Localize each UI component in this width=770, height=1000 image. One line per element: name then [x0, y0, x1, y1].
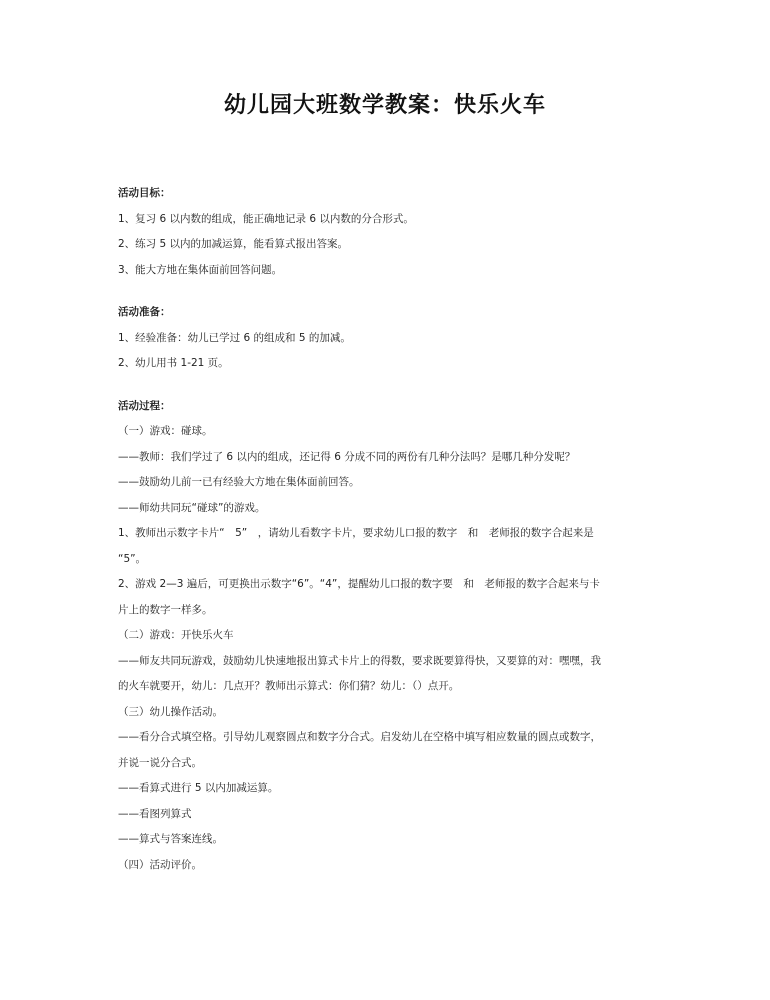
section-heading-prep: 活动准备： [118, 306, 171, 318]
process-line: （四）活动评价。 [118, 858, 202, 871]
prep-line: 1、经验准备：幼儿已学过 6 的组成和 5 的加减。 [118, 331, 351, 344]
process-line: ——教师：我们学过了 6 以内的组成，还记得 6 分成不同的两份有几种分法吗？是哪几种分发呢？ [118, 450, 576, 463]
process-line: ——看图列算式 [118, 807, 192, 820]
process-line: ——师幼共同玩“碰球”的游戏。 [118, 501, 266, 514]
prep-line: 2、幼儿用书 1-21 页。 [118, 357, 229, 369]
section-heading-goals: 活动目标： [118, 187, 171, 199]
process-line: 片上的数字一样多。 [118, 603, 213, 616]
process-line: “5”。 [118, 552, 147, 565]
process-line: 并说一说分合式。 [118, 756, 202, 769]
document-title: 幼儿园大班数学教案：快乐火车 [223, 93, 546, 118]
goal-line: 2、练习 5 以内的加减运算，能看算式报出答案。 [118, 238, 349, 250]
section-gap [118, 377, 658, 394]
process-line: ——师友共同玩游戏，鼓励幼儿快速地报出算式卡片上的得数，要求既要算得快，又要算的对：嘿嘿，我 [118, 654, 601, 667]
section-gap [118, 283, 658, 300]
process-line: （二）游戏：开快乐火车 [118, 629, 234, 641]
process-line: （三）幼儿操作活动。 [118, 705, 223, 718]
section-heading-process: 活动过程： [118, 399, 171, 412]
process-line: （一）游戏：碰球。 [118, 425, 213, 437]
process-line: ——看算式进行 5 以内加减运算。 [118, 782, 279, 794]
process-line: ——算式与答案连线。 [118, 833, 223, 845]
document-body [118, 181, 658, 878]
process-line: ——鼓励幼儿前一已有经验大方地在集体面前回答。 [118, 476, 360, 488]
goal-line: 3、能大方地在集体面前回答问题。 [118, 263, 283, 276]
process-line: 2、游戏 2—3 遍后，可更换出示数字“6”。“4”，提醒幼儿口报的数字要 和 老师报的数字合起来与卡 [118, 578, 600, 590]
process-line: ——看分合式填空格。引导幼儿观察圆点和数字分合式。启发幼儿在空格中填写相应数量的圆点或数字， [118, 731, 601, 743]
goal-line: 1、复习 6 以内数的组成，能正确地记录 6 以内数的分合形式。 [118, 212, 414, 225]
process-line: 的火车就要开，幼儿：几点开？教师出示算式：你们猜？幼儿：（）点开。 [118, 680, 460, 692]
process-line: 1、教师出示数字卡片“ 5” ，请幼儿看数字卡片，要求幼儿口报的数字 和 老师报的数字合起来是 [118, 527, 594, 539]
